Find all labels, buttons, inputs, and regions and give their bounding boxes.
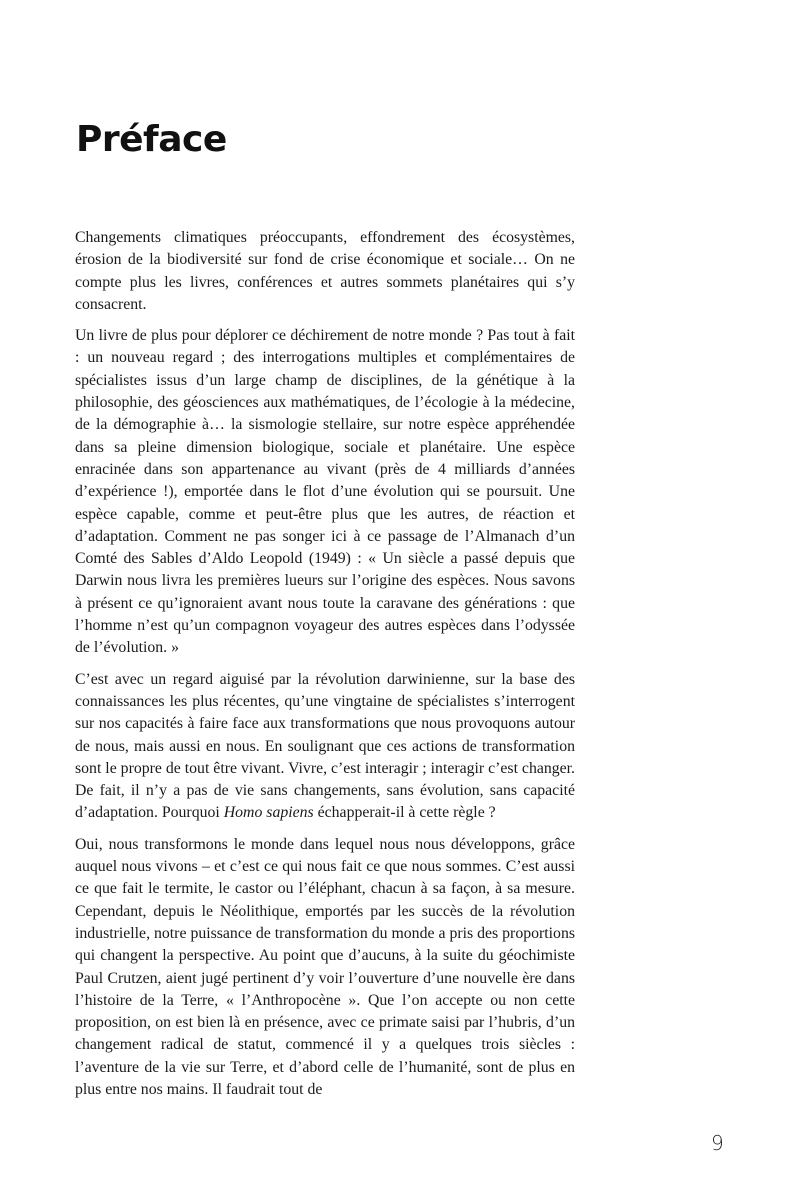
page-title: Préface <box>76 119 227 160</box>
species-name-italic: Homo sapiens <box>223 804 314 822</box>
paragraph-3-text-after: échapperait-il à cette règle ? <box>313 804 496 822</box>
preface-body <box>75 227 575 1110</box>
paragraph-3 <box>75 669 575 825</box>
page-number: 9 <box>711 1131 724 1155</box>
paragraph-4: Oui, nous transformons le monde dans lequel nous nous développons, grâce auquel nous vivons – et c’est ce qui nous fait ce que nous sommes. C’est aussi ce que fait le termite, le castor ou l’éléphant, chacun à sa façon, à sa mesure. Cependant, depuis le Néolithique, emportés par les succès de la révolution industrielle, notre puissance de transformation du monde a pris des proportions qui changent la perspective. Au point que d’aucuns, à la suite du géochimiste Paul Crutzen, aient jugé pertinent d’y voir l’ouverture d’une nouvelle ère dans l’histoire de la Terre, « l’Anthropocène ». Que l’on accepte ou non cette proposition, on est bien là en présence, avec ce primate saisi par l’hubris, d’un changement radical de statut, commencé il y a quelques trois siècles : l’aventure de la vie sur Terre, et d’abord celle de l’humanité, sont de plus en plus entre nos mains. Il faudrait tout de <box>75 835 575 1098</box>
paragraph-3-text-before: C’est avec un regard aiguisé par la révolution darwinienne, sur la base des connaissances les plus récentes, qu’une vingtaine de spécialistes s’interrogent sur nos capacités à faire face aux transformations que nous provoquons autour de nous, mais aussi en nous. En soulignant que ces actions de transformation sont le propre de tout être vivant. Vivre, c’est interagir ; interagir c’est changer. De fait, il n’y a pas de vie sans changements, sans évolution, sans capacité d’adaptation. Pourquoi <box>75 670 575 822</box>
paragraph-1: Changements climatiques préoccupants, effondrement des écosystèmes, érosion de la biodiversité sur fond de crise économique et sociale… On ne compte plus les livres, conférences et autres sommets planétaires qui s’y consacrent. <box>75 229 575 313</box>
paragraph-2: Un livre de plus pour déplorer ce déchirement de notre monde ? Pas tout à fait : un nouveau regard ; des interrogations multiples et complémentaires de spécialistes issus d’un large champ de disciplines, de la génétique à la philosophie, des géosciences aux mathématiques, de l’écologie à la médecine, de la démographie à… la sismologie stellaire, sur notre espèce appréhendée dans sa pleine dimension biologique, sociale et planétaire. Une espèce enracinée dans son appartenance au vivant (près de 4 milliards d’années d’expérience !), emportée dans le flot d’une évolution qui se poursuit. Une espèce capable, comme et peut-être plus que les autres, de réaction et d’adaptation. Comment ne pas songer ici à ce passage de l’Almanach d’un Comté des Sables d’Aldo Leopold (1949) : « Un siècle a passé depuis que Darwin nous livra les premières lueurs sur l’origine des espèces. Nous savons à présent ce qu’ignoraient avant nous toute la caravane des générations : que l’homme n’est qu’un compagnon voyageur des autres espèces dans l’odyssée de l’évolution. » <box>75 327 575 657</box>
